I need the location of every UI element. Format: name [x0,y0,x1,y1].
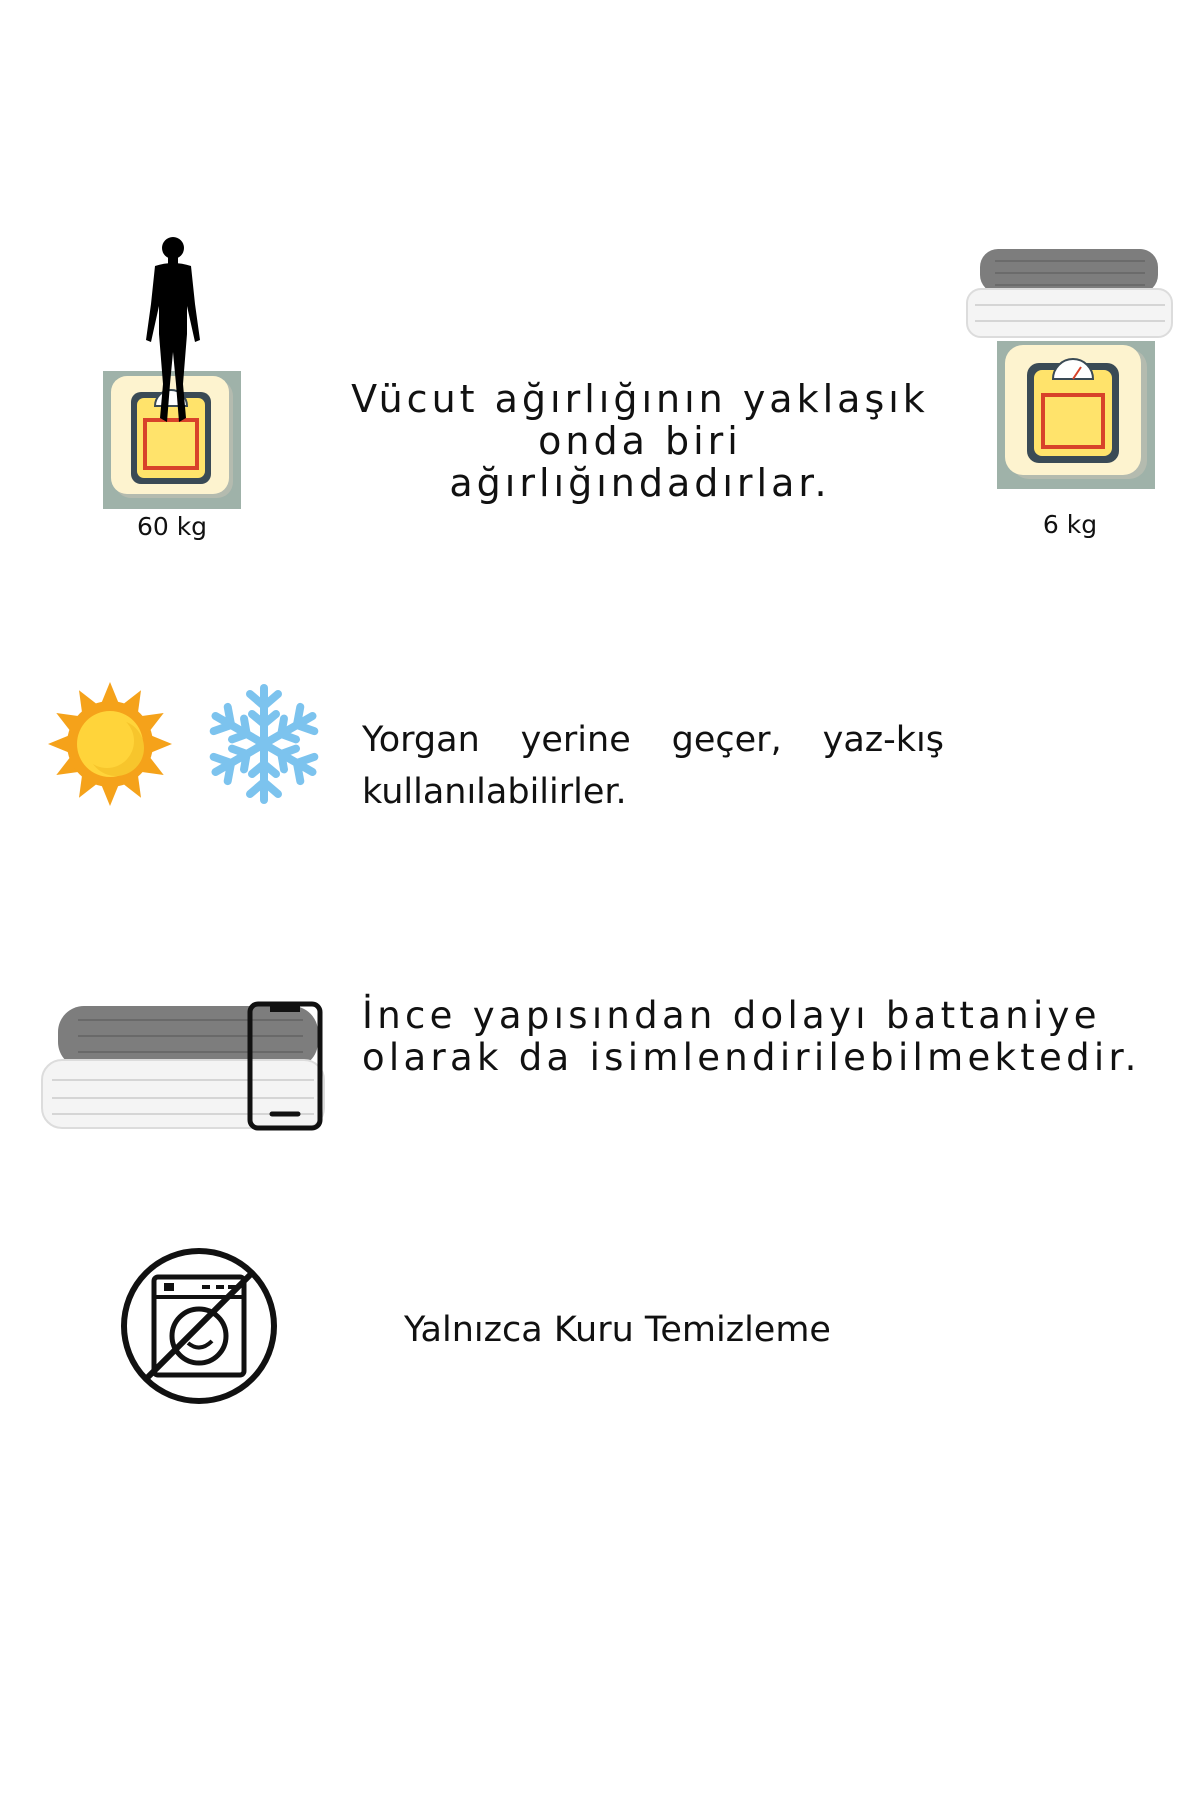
weight-description [340,378,940,504]
blanket-on-scale-icon [965,245,1175,490]
season-description: Yorgan yerine geçer, yaz-kış kullanılabilirler. [362,720,944,812]
weight-description-line-1: Vücut ağırlığının yaklaşık [351,377,929,421]
no-washing-machine-icon [118,1245,280,1407]
person-on-scale-icon [103,234,243,509]
phone-icon [246,1000,324,1132]
weight-description-line-3: ağırlığındadırlar. [449,461,831,505]
person-weight-label: 60 kg [136,512,208,541]
sun-icon [48,682,172,806]
thin-description-line-2: olarak da isimlendirilebilmektedir. [362,1036,1141,1079]
snowflake-icon [202,682,326,806]
weight-description-line-2: onda biri [538,419,742,463]
care-description: Yalnızca Kuru Temizleme [404,1310,831,1350]
thin-description-line-1: İnce yapısından dolayı battaniye [362,994,1101,1037]
blanket-weight-label: 6 kg [1042,510,1098,539]
thin-description [362,995,1162,1079]
